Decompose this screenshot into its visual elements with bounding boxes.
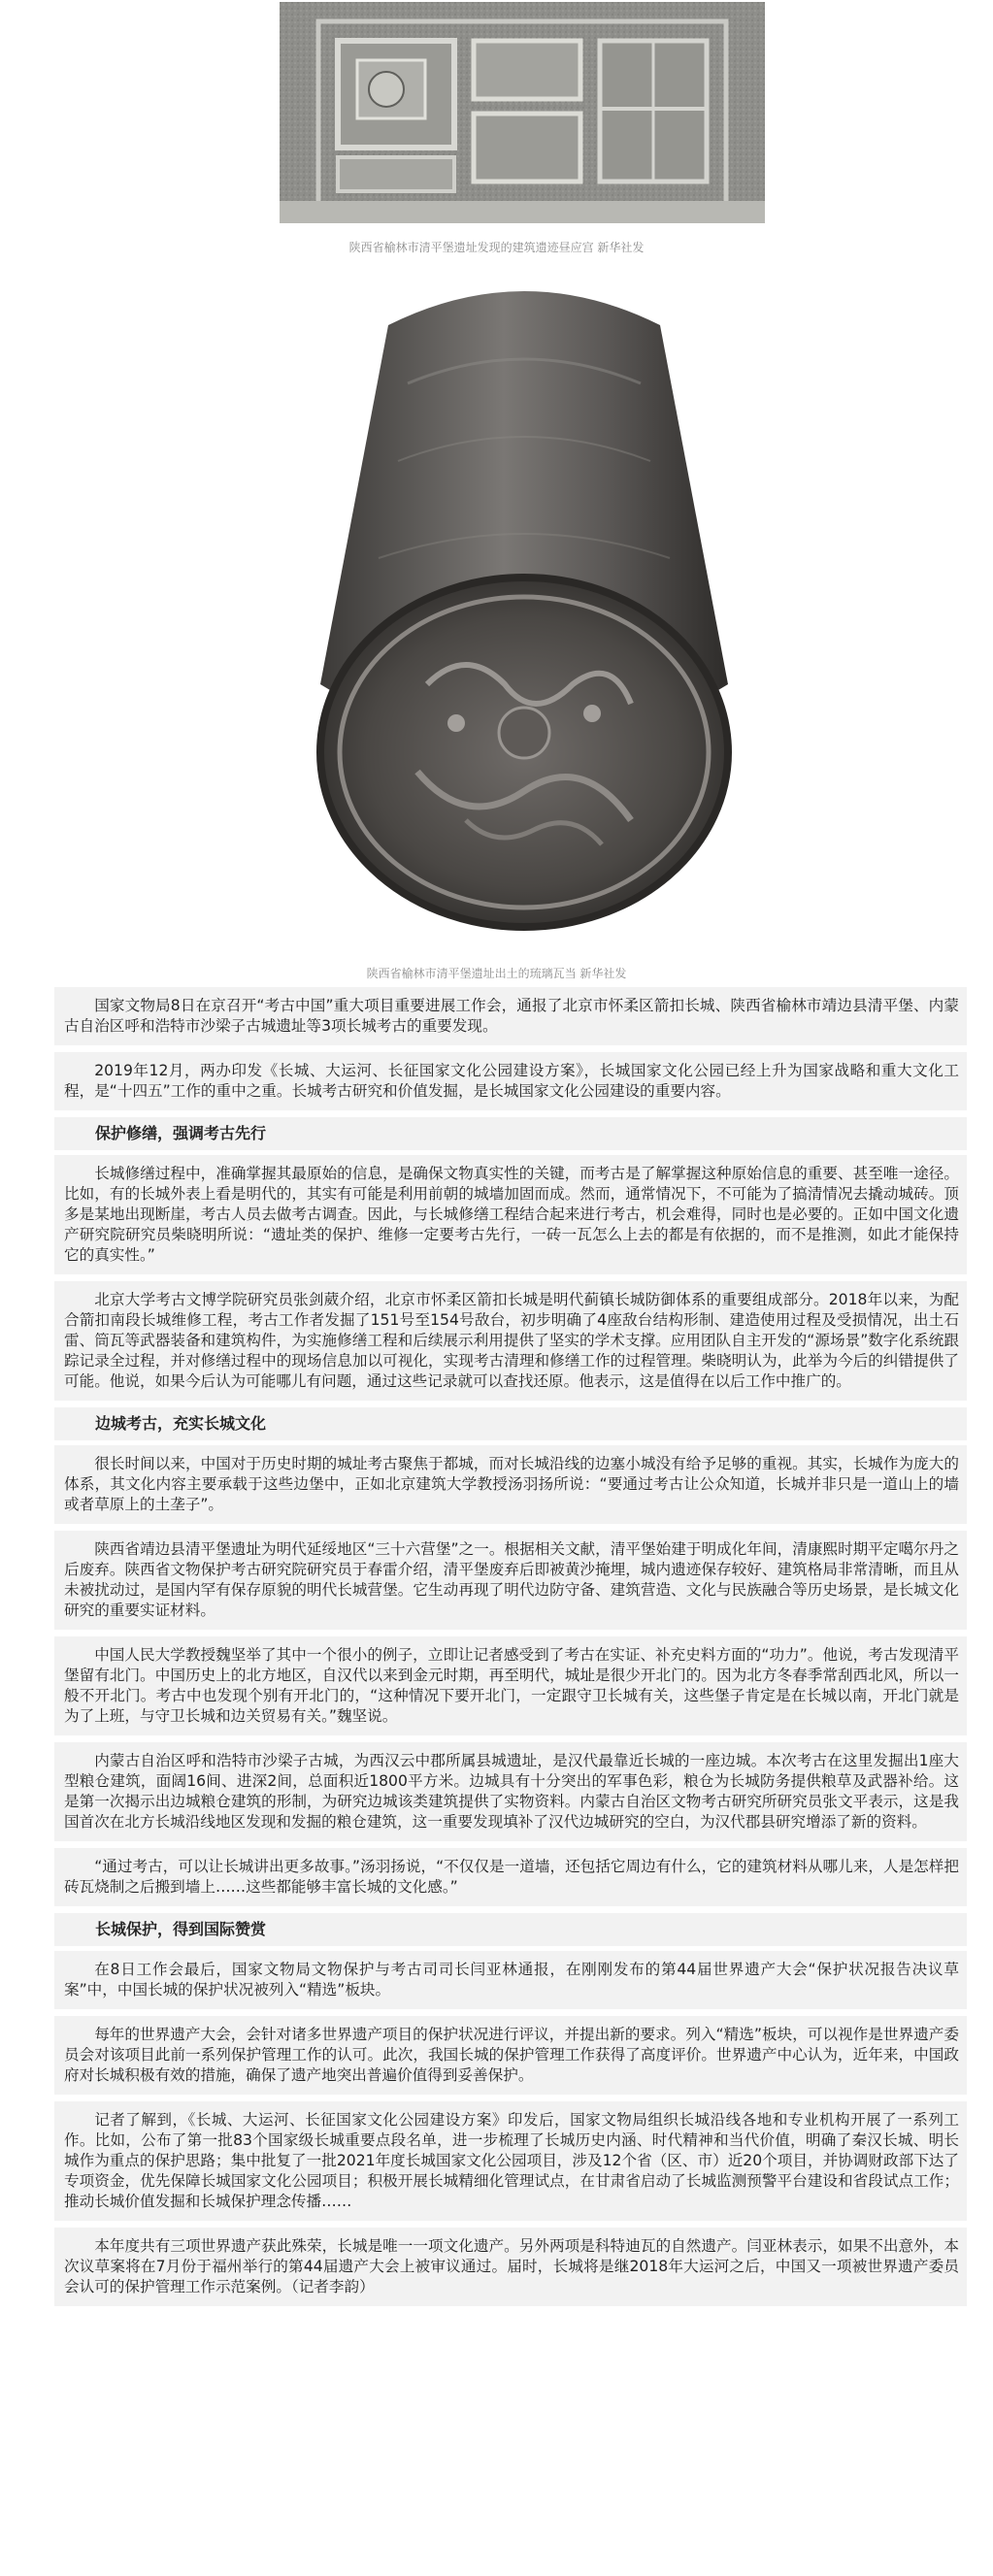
- article-paragraph: 内蒙古自治区呼和浩特市沙梁子古城，为西汉云中郡所属县城遗址，是汉代最靠近长城的一座边城。本次考古在这里发掘出1座大型粮仓建筑，面阔16间、进深2间，总面积近1800平方米。边城具有十分突出的军事色彩，粮仓为长城防务提供粮草及武器补给。这是第一次揭示出边城粮仓建筑的形制，为研究边城该类建筑提供了实物资料。内蒙古自治区文物考古研究所研究员张文平表示，这是我国首次在北方长城沿线地区发现和发掘的粮仓建筑，这一重要发现填补了汉代边城研究的空白，为汉代郡县研究增添了新的资料。: [54, 1742, 967, 1841]
- section-heading: 保护修缮，强调考古先行: [54, 1117, 967, 1150]
- article-paragraph: 记者了解到，《长城、大运河、长征国家文化公园建设方案》印发后，国家文物局组织长城沿线各地和专业机构开展了一系列工作。比如，公布了第一批83个国家级长城重要点段名单，进一步梳理了长城历史内涵、时代精神和当代价值，明确了秦汉长城、明长城作为重点的保护思路；集中批复了一批2021年度长城国家文化公园项目，涉及12个省（区、市）近20个项目，并协调财政部下达了专项资金，优先保障长城国家文化公园项目；积极开展长城精细化管理试点，在甘肃省启动了长城监测预警平台建设和省段试点工作；推动长城价值发掘和长城保护理念传播……: [54, 2101, 967, 2221]
- figure-2: [0, 267, 993, 985]
- article-paragraph: 北京大学考古文博学院研究员张剑葳介绍，北京市怀柔区箭扣长城是明代蓟镇长城防御体系的重要组成部分。2018年以来，为配合箭扣南段长城维修工程，考古工作者发掘了151号至154号敌台，初步明确了4座敌台结构形制、建造使用过程及受损情况，出土石雷、筒瓦等武器装备和建筑构件，为实施修缮工程和后续展示利用提供了坚实的学术支撑。应用团队自主开发的“源场景”数字化系统跟踪记录全过程，并对修缮过程中的现场信息加以可视化，实现考古清理和修缮工作的过程管理。柴晓明认为，此举为今后的纠错提供了可能。他说，如果今后认为可能哪儿有问题，通过这些记录就可以查找还原。他表示，这是值得在以后工作中推广的。: [54, 1281, 967, 1401]
- aerial-photo-ruins-image: [280, 2, 765, 223]
- article-body: [54, 987, 967, 2313]
- article-paragraph: 很长时间以来，中国对于历史时期的城址考古聚焦于都城，而对长城沿线的边塞小城没有给予足够的重视。其实，长城作为庞大的体系，其文化内容主要承载于这些边堡中，正如北京建筑大学教授汤羽扬所说：“要通过考古让公众知道，长城并非只是一道山上的墙或者草原上的土垄子”。: [54, 1445, 967, 1524]
- article-paragraph: 在8日工作会最后，国家文物局文物保护与考古司司长闫亚林通报，在刚刚发布的第44届世界遗产大会“保护状况报告决议草案”中，中国长城的保护状况被列入“精选”板块。: [54, 1951, 967, 2009]
- article-paragraph: 中国人民大学教授魏坚举了其中一个很小的例子，立即让记者感受到了考古在实证、补充史料方面的“功力”。他说，考古发现清平堡留有北门。中国历史上的北方地区，自汉代以来到金元时期，再至明代，城址是很少开北门的。因为北方冬春季常刮西北风，所以一般不开北门。考古中也发现个别有开北门的，“这种情况下要开北门，一定跟守卫长城有关，这些堡子肯定是在长城以南，开北门就是为了上班，与守卫长城和边关贸易有关。”魏坚说。: [54, 1636, 967, 1735]
- glazed-tile-photo-icon: [281, 267, 767, 946]
- figure-caption-2: 陕西省榆林市清平堡遗址出土的琉璃瓦当 新华社发: [366, 967, 627, 980]
- section-heading: 长城保护，得到国际赞赏: [54, 1913, 967, 1946]
- article-paragraph: 每年的世界遗产大会，会针对诸多世界遗产项目的保护状况进行评议，并提出新的要求。列入“精选”板块，可以视作是世界遗产委员会对该项目此前一系列保护管理工作的认可。此次，我国长城的保护管理工作获得了高度评价。世界遗产中心认为，近年来，中国政府对长城积极有效的措施，确保了遗产地突出普遍价值得到妥善保护。: [54, 2016, 967, 2095]
- article-paragraph: 2019年12月，两办印发《长城、大运河、长征国家文化公园建设方案》，长城国家文化公园已经上升为国家战略和重大文化工程，是“十四五”工作的重中之重。长城考古研究和价值发掘，是长城国家文化公园建设的重要内容。: [54, 1052, 967, 1110]
- figure-caption-1: 陕西省榆林市清平堡遗址发现的建筑遗迹昼应宫 新华社发: [348, 241, 645, 254]
- article-paragraph: 陕西省靖边县清平堡遗址为明代延绥地区“三十六营堡”之一。根据相关文献，清平堡始建于明成化年间，清康熙时期平定噶尔丹之后废弃。陕西省文物保护考古研究院研究员于春雷介绍，清平堡废弃后即被黄沙掩埋，城内遗迹保存较好、建筑格局非常清晰，而且从未被扰动过，是国内罕有保存原貌的明代长城营堡。它生动再现了明代边防守备、建筑营造、文化与民族融合等历史场景，是长城文化研究的重要实证材料。: [54, 1531, 967, 1630]
- article-paragraph: 长城修缮过程中，准确掌握其最原始的信息，是确保文物真实性的关键，而考古是了解掌握这种原始信息的重要、甚至唯一途径。比如，有的长城外表上看是明代的，其实有可能是利用前朝的城墙加固而成。然而，通常情况下，不可能为了搞清情况去撬动城砖。顶多是某地出现断崖，考古人员去做考古调查。因此，与长城修缮工程结合起来进行考古，机会难得，同时也是必要的。正如中国文化遗产研究院研究员柴晓明所说：“遗址类的保护、维修一定要考古先行，一砖一瓦怎么上去的都是有依据的，而不是推测，如此才能保持它的真实性。”: [54, 1155, 967, 1274]
- aerial-photo-ruins-icon: [280, 2, 765, 223]
- article-paragraph: 国家文物局8日在京召开“考古中国”重大项目重要进展工作会，通报了北京市怀柔区箭扣长城、陕西省榆林市靖边县清平堡、内蒙古自治区呼和浩特市沙梁子古城遗址等3项长城考古的重要发现。: [54, 987, 967, 1045]
- article-paragraph: “通过考古，可以让长城讲出更多故事。”汤羽扬说，“不仅仅是一道墙，还包括它周边有什么，它的建筑材料从哪儿来，人是怎样把砖瓦烧制之后搬到墙上……这些都能够丰富长城的文化感。”: [54, 1848, 967, 1906]
- article-paragraph: 本年度共有三项世界遗产获此殊荣，长城是唯一一项文化遗产。另外两项是科特迪瓦的自然遗产。闫亚林表示，如果不出意外，本次议草案将在7月份于福州举行的第44届遗产大会上被审议通过。届时，长城将是继2018年大运河之后，中国又一项被世界遗产委员会认可的保护管理工作示范案例。（记者李韵）: [54, 2228, 967, 2306]
- section-heading: 边城考古，充实长城文化: [54, 1407, 967, 1440]
